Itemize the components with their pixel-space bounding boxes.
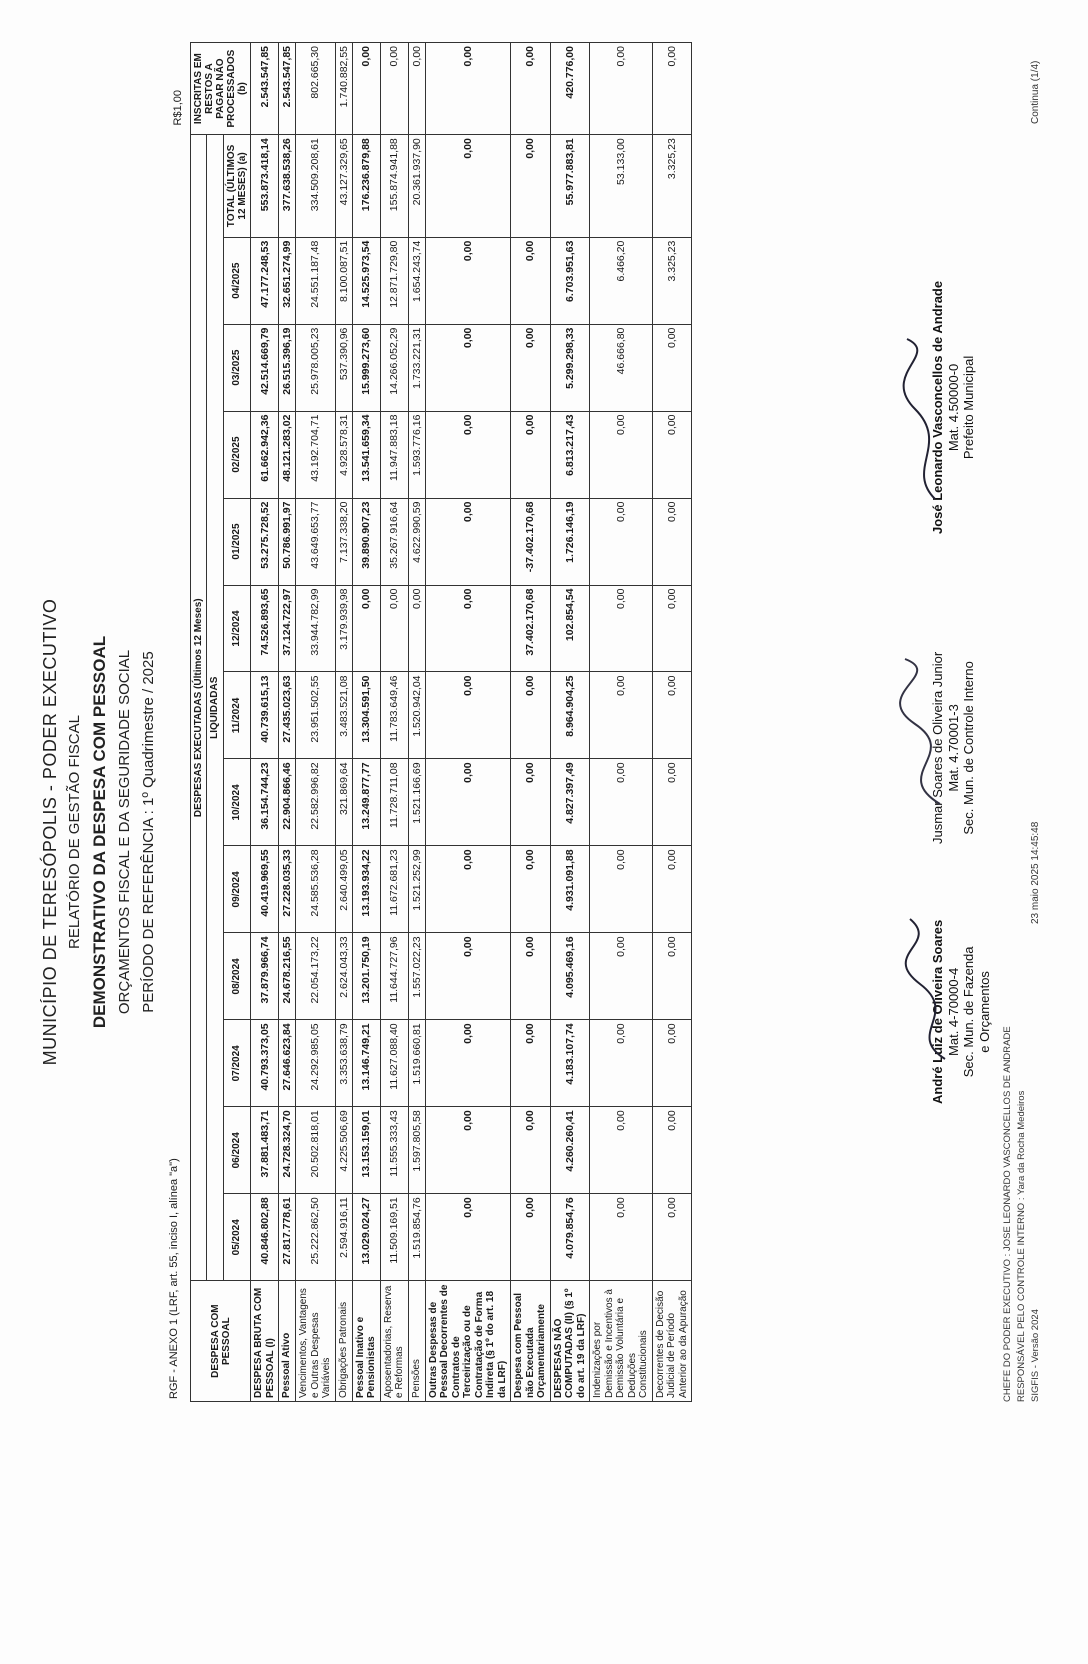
table-row bbox=[425, 43, 511, 1402]
date-stamp: 23 maio 2025 14:45:48 bbox=[1030, 821, 1041, 924]
row-label: Aposentadorias, Reserva e Reformas bbox=[380, 1281, 408, 1402]
table-cell: 0,00 bbox=[380, 585, 408, 672]
row-label: DESPESA BRUTA COM PESSOAL (I) bbox=[251, 1281, 279, 1402]
signature-name: André Luiz de Oliveira Soares bbox=[930, 919, 945, 1104]
table-cell: 37.879.966,74 bbox=[251, 933, 279, 1020]
table-cell: 40.793.373,05 bbox=[251, 1020, 279, 1107]
signature-role: Sec. Mun. de Fazenda bbox=[961, 946, 977, 1078]
table-cell: 37.881.483,71 bbox=[251, 1107, 279, 1194]
table-cell: 0,00 bbox=[511, 933, 551, 1020]
table-cell: 0,00 bbox=[511, 135, 551, 237]
table-cell: 23.951.502,55 bbox=[296, 672, 336, 759]
row-label: Outras Despesas de Pessoal Decorrentes de Contratos de Terceirização ou de Contratação de Forma Indireta (§ 1º do art. 18 da LRF) bbox=[425, 1281, 511, 1402]
col-month: 04/2025 bbox=[223, 237, 250, 324]
row-label: DESPESAS NÃO COMPUTADAS (II) (§ 1º do art. 19 da LRF) bbox=[550, 1281, 590, 1402]
table-cell: 1.521.252,99 bbox=[408, 846, 425, 933]
legal-reference: RGF - ANEXO 1 (LRF, art. 55, inciso I, alínea "a") bbox=[168, 1158, 180, 1399]
page-continuation: Continua (1/4) bbox=[1030, 60, 1041, 124]
table-cell: 0,00 bbox=[511, 1020, 551, 1107]
table-cell: 1.519.854,76 bbox=[408, 1194, 425, 1281]
table-cell: 20.502.818,01 bbox=[296, 1107, 336, 1194]
table-cell: 377.638.538,26 bbox=[279, 135, 296, 237]
table-cell: 24.551.187,48 bbox=[296, 237, 336, 324]
table-row bbox=[590, 43, 653, 1402]
table-cell: 37.402.170,68 bbox=[511, 585, 551, 672]
table-cell: 14.266.052,29 bbox=[380, 324, 408, 411]
col-month: 11/2024 bbox=[223, 672, 250, 759]
table-cell: 0,00 bbox=[652, 672, 692, 759]
col-month: 12/2024 bbox=[223, 585, 250, 672]
signature-name: Jusmar Soares de Oliveira Junior bbox=[930, 651, 945, 844]
col-executadas: DESPESAS EXECUTADAS (Últimos 12 Meses) bbox=[191, 135, 207, 1281]
table-cell: 5.299.298,33 bbox=[550, 324, 590, 411]
table-cell: 50.786.991,97 bbox=[279, 498, 296, 585]
table-cell: 6.703.951,63 bbox=[550, 237, 590, 324]
currency-unit: R$1,00 bbox=[172, 90, 184, 126]
table-cell: 0,00 bbox=[652, 759, 692, 846]
table-cell: 3.483.521,08 bbox=[335, 672, 352, 759]
table-cell: 40.846.802,88 bbox=[251, 1194, 279, 1281]
table-cell: 0,00 bbox=[425, 1020, 511, 1107]
table-cell: 0,00 bbox=[590, 1194, 653, 1281]
header-budgets: ORÇAMENTOS FISCAL E DA SEGURIDADE SOCIAL bbox=[116, 649, 133, 1015]
table-cell: 40.419.969,55 bbox=[251, 846, 279, 933]
table-cell: 0,00 bbox=[511, 43, 551, 135]
table-cell: 0,00 bbox=[652, 498, 692, 585]
table-cell: 3.179.939,98 bbox=[335, 585, 352, 672]
table-cell: 0,00 bbox=[590, 498, 653, 585]
table-cell: 39.890.907,23 bbox=[352, 498, 380, 585]
table-cell: 24.292.985,05 bbox=[296, 1020, 336, 1107]
table-cell: 0,00 bbox=[652, 1020, 692, 1107]
footer-sistema: SIGFIS - Versão 2024 bbox=[1030, 1309, 1041, 1402]
table-row bbox=[652, 43, 692, 1402]
table-cell: 0,00 bbox=[652, 1107, 692, 1194]
table-cell: 47.177.248,53 bbox=[251, 237, 279, 324]
table-cell: 27.435.023,63 bbox=[279, 672, 296, 759]
table-cell: 0,00 bbox=[511, 324, 551, 411]
col-total: TOTAL (ÚLTIMOS 12 MESES) (a) bbox=[223, 135, 250, 237]
table-cell: 0,00 bbox=[425, 1107, 511, 1194]
table-cell: 42.514.669,79 bbox=[251, 324, 279, 411]
table-cell: 2.624.043,33 bbox=[335, 933, 352, 1020]
table-cell: 537.390,96 bbox=[335, 324, 352, 411]
table-cell: 1.726.146,19 bbox=[550, 498, 590, 585]
table-cell: 0,00 bbox=[652, 411, 692, 498]
table-cell: 27.228.035,33 bbox=[279, 846, 296, 933]
table-cell: 0,00 bbox=[590, 672, 653, 759]
table-cell: 11.644.727,96 bbox=[380, 933, 408, 1020]
table-cell: 1.557.022,23 bbox=[408, 933, 425, 1020]
table-cell: 0,00 bbox=[652, 846, 692, 933]
row-label: Decorrentes de Decisão Judicial de Período Anterior ao da Apuração bbox=[652, 1281, 692, 1402]
table-cell: 13.146.749,21 bbox=[352, 1020, 380, 1107]
table-cell: 420.776,00 bbox=[550, 43, 590, 135]
table-cell: 6.466,20 bbox=[590, 237, 653, 324]
table-cell: 0,00 bbox=[425, 1194, 511, 1281]
table-cell: 0,00 bbox=[425, 672, 511, 759]
handwritten-signature-1 bbox=[900, 914, 960, 1064]
signature-mat: Mat. 4.50000-0 bbox=[945, 363, 961, 452]
table-cell: 0,00 bbox=[425, 759, 511, 846]
table-cell: 1.593.776,16 bbox=[408, 411, 425, 498]
table-cell: 0,00 bbox=[408, 585, 425, 672]
table-cell: 22.904.866,46 bbox=[279, 759, 296, 846]
table-cell: 11.509.169,51 bbox=[380, 1194, 408, 1281]
table-cell: 4.931.091,88 bbox=[550, 846, 590, 933]
table-cell: 1.654.243,74 bbox=[408, 237, 425, 324]
table-cell: 0,00 bbox=[425, 411, 511, 498]
table-cell: 2.640.499,05 bbox=[335, 846, 352, 933]
table-cell: 24.678.216,55 bbox=[279, 933, 296, 1020]
expense-table bbox=[190, 42, 692, 1402]
table-cell: 0,00 bbox=[511, 759, 551, 846]
table-cell: 0,00 bbox=[511, 846, 551, 933]
footer-chefe: CHEFE DO PODER EXECUTIVO : JOSE LEONARDO VASCONCELLOS DE ANDRADE bbox=[1002, 1026, 1013, 1402]
table-cell: 0,00 bbox=[652, 585, 692, 672]
table-cell: 0,00 bbox=[590, 585, 653, 672]
table-cell: 155.874.941,88 bbox=[380, 135, 408, 237]
signature-name: José Leonardo Vasconcellos de Andrade bbox=[930, 280, 945, 534]
table-cell: 0,00 bbox=[652, 1194, 692, 1281]
header-period: PERÍODO DE REFERÊNCIA : 1º Quadrimestre / 2025 bbox=[140, 651, 157, 1013]
table-cell: 36.154.744,23 bbox=[251, 759, 279, 846]
table-cell: 4.095.469,16 bbox=[550, 933, 590, 1020]
table-cell: 334.509.208,61 bbox=[296, 135, 336, 237]
footer-responsavel: RESPONSÁVEL PELO CONTROLE INTERNO : Yara da Rocha Medeiros bbox=[1016, 1090, 1027, 1402]
table-cell: 1.521.166,69 bbox=[408, 759, 425, 846]
table-row bbox=[251, 43, 279, 1402]
col-liquidadas: LIQUIDADAS bbox=[207, 135, 223, 1281]
table-cell: 8.964.904,25 bbox=[550, 672, 590, 759]
table-cell: 4.928.578,31 bbox=[335, 411, 352, 498]
table-cell: 0,00 bbox=[425, 237, 511, 324]
table-cell: 24.585.536,28 bbox=[296, 846, 336, 933]
table-cell: 0,00 bbox=[511, 1194, 551, 1281]
handwritten-signature-3 bbox=[895, 334, 955, 504]
header-municipality: MUNICÍPIO DE TERESÓPOLIS - PODER EXECUTIVO bbox=[40, 598, 60, 1066]
table-cell: 0,00 bbox=[511, 411, 551, 498]
row-label: Indenizações por Demissão e Incentivos à Demissão Voluntária e Deduções Constitucionais bbox=[590, 1281, 653, 1402]
table-cell: 0,00 bbox=[652, 933, 692, 1020]
table-cell: 0,00 bbox=[652, 324, 692, 411]
col-month: 03/2025 bbox=[223, 324, 250, 411]
table-cell: 2.594.916,11 bbox=[335, 1194, 352, 1281]
table-cell: 0,00 bbox=[652, 43, 692, 135]
row-label: Pessoal Ativo bbox=[279, 1281, 296, 1402]
table-cell: 40.739.615,13 bbox=[251, 672, 279, 759]
table-cell: 1.740.882,55 bbox=[335, 43, 352, 135]
table-cell: 0,00 bbox=[425, 43, 511, 135]
table-row bbox=[352, 43, 380, 1402]
col-month: 05/2024 bbox=[223, 1194, 250, 1281]
table-cell: 53.133,00 bbox=[590, 135, 653, 237]
table-cell: 0,00 bbox=[425, 498, 511, 585]
table-cell: 0,00 bbox=[425, 846, 511, 933]
col-month: 02/2025 bbox=[223, 411, 250, 498]
table-cell: 4.225.506,69 bbox=[335, 1107, 352, 1194]
table-cell: 2.543.547,85 bbox=[279, 43, 296, 135]
table-cell: 11.627.088,40 bbox=[380, 1020, 408, 1107]
table-cell: 6.813.217,43 bbox=[550, 411, 590, 498]
table-cell: 20.361.937,90 bbox=[408, 135, 425, 237]
row-label: Obrigações Patronais bbox=[335, 1281, 352, 1402]
table-cell: 25.978.005,23 bbox=[296, 324, 336, 411]
table-cell: 0,00 bbox=[590, 1020, 653, 1107]
table-cell: 37.124.722,97 bbox=[279, 585, 296, 672]
table-row bbox=[550, 43, 590, 1402]
table-cell: 53.275.728,52 bbox=[251, 498, 279, 585]
table-cell: 3.325,23 bbox=[652, 237, 692, 324]
table-cell: 4.827.397,49 bbox=[550, 759, 590, 846]
table-cell: -37.402.170,68 bbox=[511, 498, 551, 585]
table-cell: 13.304.591,50 bbox=[352, 672, 380, 759]
table-cell: 7.137.338,20 bbox=[335, 498, 352, 585]
table-cell: 25.222.862,50 bbox=[296, 1194, 336, 1281]
col-month: 09/2024 bbox=[223, 846, 250, 933]
table-cell: 8.100.087,51 bbox=[335, 237, 352, 324]
table-cell: 11.728.711,08 bbox=[380, 759, 408, 846]
table-cell: 321.869,64 bbox=[335, 759, 352, 846]
header-report: RELATÓRIO DE GESTÃO FISCAL bbox=[66, 715, 83, 949]
table-row bbox=[511, 43, 551, 1402]
table-cell: 33.944.782,99 bbox=[296, 585, 336, 672]
table-cell: 27.817.778,61 bbox=[279, 1194, 296, 1281]
table-cell: 22.582.996,82 bbox=[296, 759, 336, 846]
table-cell: 43.192.704,71 bbox=[296, 411, 336, 498]
table-cell: 0,00 bbox=[425, 933, 511, 1020]
row-label: Vencimentos, Vantagens e Outras Despesas Variáveis bbox=[296, 1281, 336, 1402]
table-cell: 43.127.329,65 bbox=[335, 135, 352, 237]
table-cell: 27.646.623,84 bbox=[279, 1020, 296, 1107]
table-cell: 0,00 bbox=[425, 324, 511, 411]
table-cell: 48.121.283,02 bbox=[279, 411, 296, 498]
col-month: 07/2024 bbox=[223, 1020, 250, 1107]
table-cell: 4.079.854,76 bbox=[550, 1194, 590, 1281]
table-cell: 0,00 bbox=[408, 43, 425, 135]
table-cell: 22.054.173,22 bbox=[296, 933, 336, 1020]
table-cell: 11.947.883,18 bbox=[380, 411, 408, 498]
table-cell: 13.153.159,01 bbox=[352, 1107, 380, 1194]
table-cell: 4.622.990,59 bbox=[408, 498, 425, 585]
signature-mat: Mat. 4.70001-3 bbox=[945, 704, 961, 792]
col-month: 01/2025 bbox=[223, 498, 250, 585]
table-cell: 3.353.638,79 bbox=[335, 1020, 352, 1107]
table-cell: 13.193.934,22 bbox=[352, 846, 380, 933]
table-cell: 2.543.547,85 bbox=[251, 43, 279, 135]
table-row bbox=[408, 43, 425, 1402]
table-cell: 13.249.877,77 bbox=[352, 759, 380, 846]
table-cell: 0,00 bbox=[590, 411, 653, 498]
col-restos: INSCRITAS EM RESTOS A PAGAR NÃO PROCESSADOS (b) bbox=[191, 43, 251, 135]
table-cell: 1.520.942,04 bbox=[408, 672, 425, 759]
header-title: DEMONSTRATIVO DA DESPESA COM PESSOAL bbox=[90, 635, 109, 1029]
table-cell: 0,00 bbox=[590, 1107, 653, 1194]
table-cell: 0,00 bbox=[511, 1107, 551, 1194]
table-cell: 0,00 bbox=[352, 585, 380, 672]
table-cell: 74.526.893,65 bbox=[251, 585, 279, 672]
table-cell: 4.260.260,41 bbox=[550, 1107, 590, 1194]
table-row bbox=[380, 43, 408, 1402]
table-cell: 1.519.660,81 bbox=[408, 1020, 425, 1107]
table-cell: 12.871.729,80 bbox=[380, 237, 408, 324]
handwritten-signature-2 bbox=[890, 654, 960, 814]
row-label: Pensões bbox=[408, 1281, 425, 1402]
table-cell: 0,00 bbox=[590, 43, 653, 135]
table-cell: 802.665,30 bbox=[296, 43, 336, 135]
table-cell: 0,00 bbox=[425, 135, 511, 237]
table-cell: 26.515.396,19 bbox=[279, 324, 296, 411]
table-cell: 43.649.653,77 bbox=[296, 498, 336, 585]
col-month: 06/2024 bbox=[223, 1107, 250, 1194]
row-label: Pessoal Inativo e Pensionistas bbox=[352, 1281, 380, 1402]
table-cell: 0,00 bbox=[352, 43, 380, 135]
col-month: 10/2024 bbox=[223, 759, 250, 846]
col-month: 08/2024 bbox=[223, 933, 250, 1020]
table-cell: 0,00 bbox=[590, 933, 653, 1020]
table-cell: 13.201.750,19 bbox=[352, 933, 380, 1020]
table-row bbox=[335, 43, 352, 1402]
table-cell: 4.183.107,74 bbox=[550, 1020, 590, 1107]
signature-role: Prefeito Municipal bbox=[961, 355, 977, 460]
table-cell: 14.525.973,54 bbox=[352, 237, 380, 324]
table-cell: 61.662.942,36 bbox=[251, 411, 279, 498]
table-cell: 15.999.273,60 bbox=[352, 324, 380, 411]
table-cell: 0,00 bbox=[511, 672, 551, 759]
table-row bbox=[279, 43, 296, 1402]
signature-role-2: e Orçamentos bbox=[976, 971, 992, 1053]
table-cell: 55.977.883,81 bbox=[550, 135, 590, 237]
table-cell: 11.555.333,43 bbox=[380, 1107, 408, 1194]
table-cell: 1.597.805,58 bbox=[408, 1107, 425, 1194]
table-cell: 0,00 bbox=[511, 237, 551, 324]
table-cell: 11.783.649,46 bbox=[380, 672, 408, 759]
signature-mat: Mat. 4-70000-4 bbox=[945, 967, 961, 1056]
table-cell: 32.651.274,99 bbox=[279, 237, 296, 324]
table-cell: 35.267.916,64 bbox=[380, 498, 408, 585]
signature-role: Sec. Mun. de Controle Interno bbox=[961, 661, 977, 835]
table-cell: 13.541.659,34 bbox=[352, 411, 380, 498]
table-cell: 13.029.024,27 bbox=[352, 1194, 380, 1281]
table-row bbox=[296, 43, 336, 1402]
table-cell: 0,00 bbox=[590, 759, 653, 846]
table-cell: 102.854,54 bbox=[550, 585, 590, 672]
table-cell: 3.325,23 bbox=[652, 135, 692, 237]
row-label: Despesa com Pessoal não Executada Orçamentariamente bbox=[511, 1281, 551, 1402]
table-cell: 11.672.681,23 bbox=[380, 846, 408, 933]
table-cell: 0,00 bbox=[590, 846, 653, 933]
table-cell: 0,00 bbox=[380, 43, 408, 135]
table-cell: 1.733.221,31 bbox=[408, 324, 425, 411]
col-despesa: DESPESA COM PESSOAL bbox=[191, 1281, 251, 1402]
table-cell: 24.728.324,70 bbox=[279, 1107, 296, 1194]
table-cell: 46.666,80 bbox=[590, 324, 653, 411]
table-cell: 553.873.418,14 bbox=[251, 135, 279, 237]
table-cell: 176.236.879,88 bbox=[352, 135, 380, 237]
table-cell: 0,00 bbox=[425, 585, 511, 672]
